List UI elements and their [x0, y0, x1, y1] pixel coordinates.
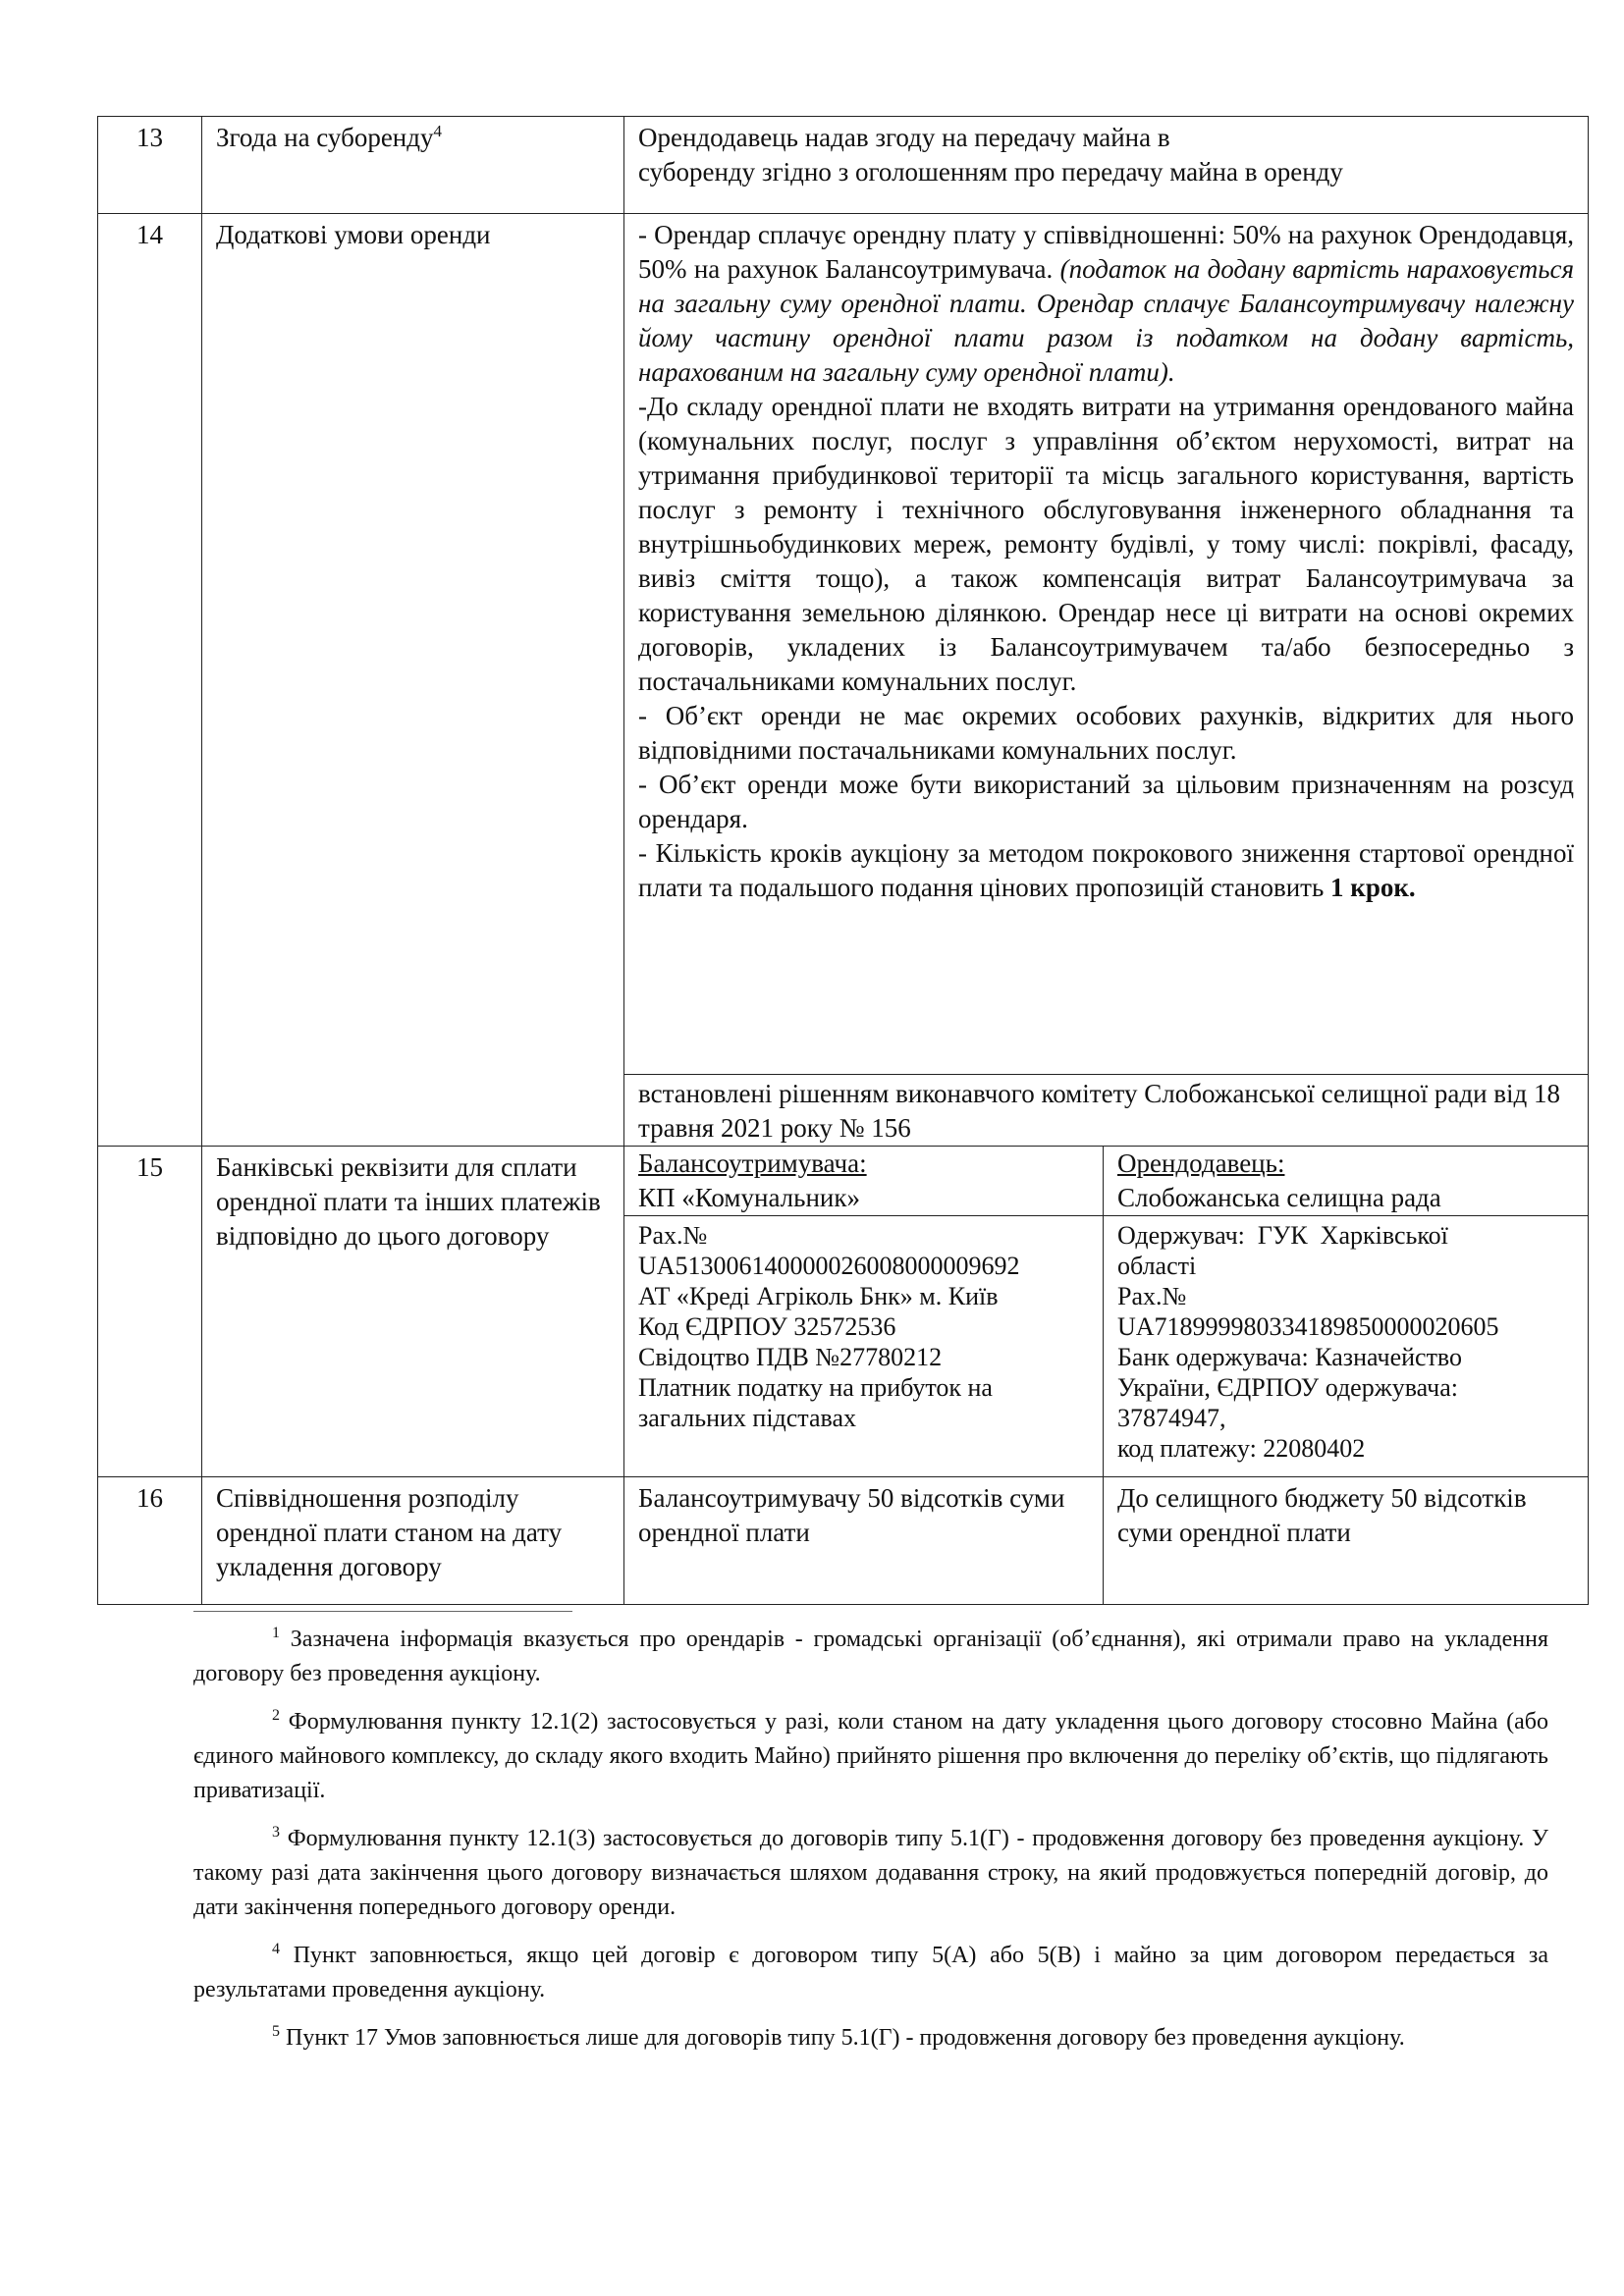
decision-reference: встановлені рішенням виконавчого комітету Слобожанської селищної ради від 18 травня 2021 року № 156: [624, 1075, 1589, 1147]
balance-holder-name: КП «Комунальник»: [638, 1183, 860, 1212]
row-label: Співвідношення розподілу орендної плати станом на дату укладення договору: [202, 1477, 624, 1605]
footnote-text: Зазначена інформація вказується про орендарів - громадські організації (об’єднання), які отримали право на укладення договору без проведення аукціону.: [193, 1627, 1549, 1686]
balance-holder-header: [624, 1147, 1104, 1216]
detail-line: Код ЄДРПОУ 32572536: [638, 1312, 896, 1341]
footnote-3: [193, 1822, 1548, 1925]
footnote-4: [193, 1939, 1548, 2007]
footnote-number: 4: [272, 1941, 280, 1957]
budget-share: До селищного бюджету 50 відсотків суми орендної плати: [1104, 1477, 1589, 1605]
row-number: 15: [98, 1147, 202, 1477]
table-row-13: [98, 117, 1589, 214]
detail-line: код платежу: 22080402: [1117, 1434, 1366, 1463]
lessor-bank-details: [1104, 1216, 1589, 1477]
consent-line-1: Орендодавець надав згоду на передачу майна в: [638, 123, 1170, 152]
detail-line: Свідоцтво ПДВ №27780212: [638, 1343, 943, 1371]
footnote-2: [193, 1705, 1548, 1808]
footnote-1: [193, 1623, 1548, 1691]
detail-line: Платник податку на прибуток на: [638, 1373, 993, 1402]
detail-line: Рах.№: [1117, 1282, 1187, 1310]
footnote-ref: 4: [433, 122, 442, 140]
detail-line: загальних підставах: [638, 1404, 857, 1432]
lessor-header: [1104, 1147, 1589, 1216]
footnote-number: 3: [272, 1824, 280, 1841]
footnote-number: 1: [272, 1625, 280, 1641]
footnote-text: Пункт заповнюється, якщо цей договір є договором типу 5(А) або 5(В) і майно за цим договором передається за результатами проведення аукціону.: [193, 1943, 1549, 2002]
footnote-text: Формулювання пункту 12.1(2) застосовується у разі, коли станом на дату укладення цього договору стосовно Майна (або єдиного майнового комплексу, до складу якого входить Майно) прийнято рішення про включення до переліку об’єктів, що підлягають приватизації.: [193, 1709, 1549, 1803]
table-row-14: [98, 214, 1589, 1075]
detail-line: Банк одержувача: Казначейство: [1117, 1343, 1463, 1371]
consent-line-2: суборенду згідно з оголошенням про передачу майна в оренду: [638, 157, 1343, 187]
footnotes: [193, 1623, 1548, 2069]
row-label: Банківські реквізити для сплати орендної плати та інших платежів відповідно до цього договору: [202, 1147, 624, 1477]
detail-line: UA513006140000026008000009692: [638, 1252, 1020, 1280]
additional-conditions-text: [624, 214, 1589, 1075]
lease-terms-table: [97, 116, 1589, 1605]
subletting-label: Згода на суборенду: [216, 123, 434, 152]
vat-note-text: (податок на додану вартість нараховується на загальну суму орендної плати. Орендар сплачує Балансоутримувачу належну йому частину орендної плати разом із податком на додану вартість, нарахованим на загальну суму орендної плати).: [638, 254, 1575, 387]
footnote-number: 2: [272, 1707, 280, 1724]
footnote-number: 5: [272, 2023, 280, 2040]
balance-holder-title: Балансоутримувача:: [638, 1148, 867, 1178]
balance-holder-bank-details: [624, 1216, 1104, 1477]
payment-ratio-paragraph: [638, 218, 1574, 390]
row-label: Додаткові умови оренди: [202, 214, 624, 1147]
payment-ratio-text: - Орендар сплачує орендну плату у співвідношенні: 50% на рахунок Орендодавця, 50% на рахунок Балансоутримувача.: [638, 220, 1575, 284]
detail-line: 37874947,: [1117, 1404, 1226, 1432]
detail-line: АТ «Креді Агріколь Бнк» м. Київ: [638, 1282, 999, 1310]
footnote-text: Формулювання пункту 12.1(3) застосовується до договорів типу 5.1(Г) - продовження договору без проведення аукціону. У такому разі дата закінчення цього договору визначається шляхом додавання строку, на який продовжується попередній договір, до дати закінчення попереднього договору оренди.: [193, 1826, 1548, 1920]
subletting-consent-text: [624, 117, 1589, 214]
balance-holder-share: Балансоутримувачу 50 відсотків суми орендної плати: [624, 1477, 1104, 1605]
detail-line: України, ЄДРПОУ одержувача:: [1117, 1373, 1458, 1402]
expenses-paragraph: -До складу орендної плати не входять витрати на утримання орендованого майна (комунальних послуг, послуг з управління об’єктом нерухомості, витрат на утримання прибудинкової території та місць загального користування, вартість послуг з ремонту і технічного обслуговування інженерного обладнання та внутрішньобудинкових мереж, ремонту будівлі, у тому числі: покрівлі, фасаду, вивіз сміття тощо), а також компенсація витрат Балансоутримувача за користування земельною ділянкою. Орендар несе ці витрати на основі окремих договорів, укладених із Балансоутримувачем та/або безпосередньо з постачальниками комунальних послуг.: [638, 392, 1575, 696]
table-row-15-head: [98, 1147, 1589, 1216]
footnote-separator: [193, 1611, 572, 1612]
table-row-16: [98, 1477, 1589, 1605]
detail-line: Одержувач: ГУК Харківської: [1117, 1221, 1448, 1250]
auction-steps-paragraph: [638, 836, 1574, 905]
lessor-title: Орендодавець:: [1117, 1148, 1285, 1178]
row-number: 16: [98, 1477, 202, 1605]
row-label: [202, 117, 624, 214]
row-number: 14: [98, 214, 202, 1147]
detail-line: Рах.№: [638, 1221, 708, 1250]
row-number: 13: [98, 117, 202, 214]
detail-line: області: [1117, 1252, 1197, 1280]
footnote-5: [193, 2021, 1548, 2056]
auction-steps-count: 1 крок.: [1330, 873, 1416, 902]
footnote-text: Пункт 17 Умов заповнюється лише для договорів типу 5.1(Г) - продовження договору без проведення аукціону.: [286, 2025, 1405, 2051]
accounts-paragraph: - Об’єкт оренди не має окремих особових рахунків, відкритих для нього відповідними постачальниками комунальних послуг.: [638, 701, 1575, 765]
purpose-paragraph: - Об’єкт оренди може бути використаний за цільовим призначенням на розсуд орендаря.: [638, 770, 1575, 833]
detail-line: UA718999980334189850000020605: [1117, 1312, 1499, 1341]
lessor-name: Слобожанська селищна рада: [1117, 1183, 1441, 1212]
auction-steps-text: - Кількість кроків аукціону за методом покрокового зниження стартової орендної плати та подальшого подання цінових пропозицій становить: [638, 838, 1575, 902]
